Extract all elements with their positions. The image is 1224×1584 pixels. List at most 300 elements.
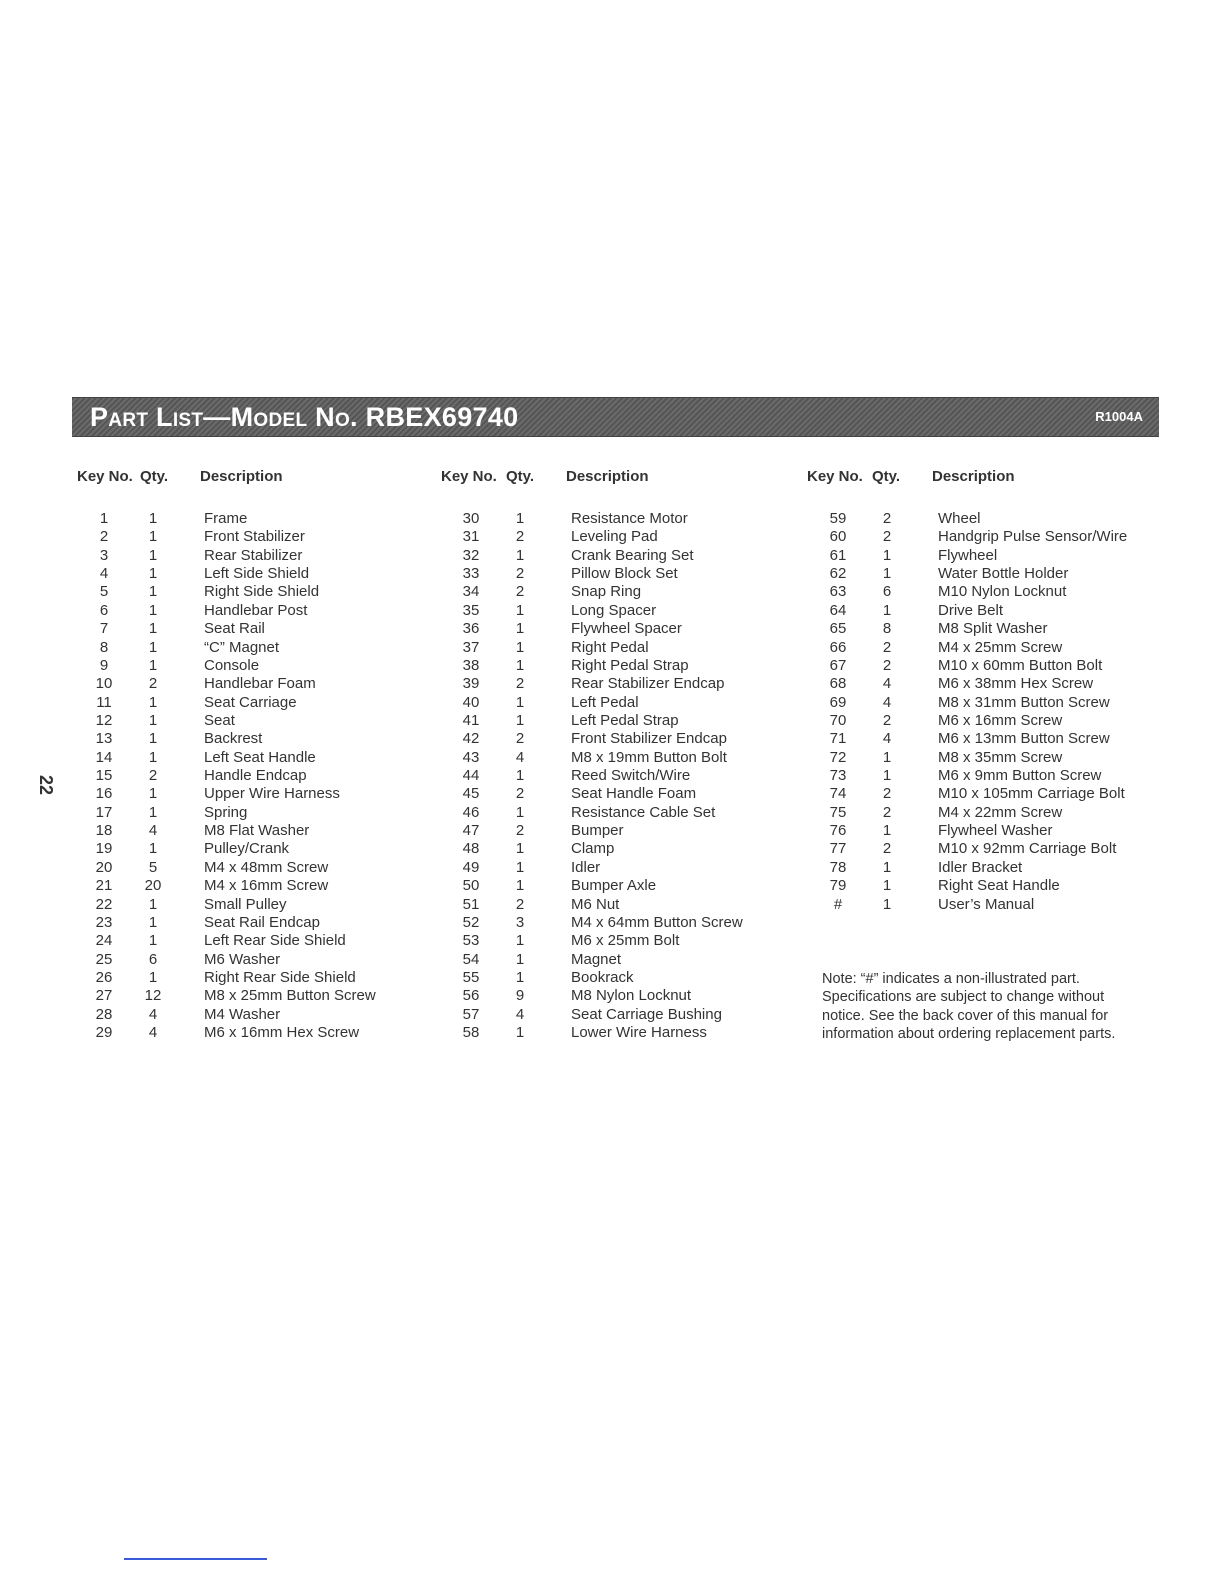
part-key-no: 2	[99, 528, 109, 546]
part-description: Left Pedal Strap	[571, 711, 679, 729]
part-key-no: 32	[462, 546, 480, 564]
part-key-no: 27	[95, 987, 113, 1005]
table-row	[816, 896, 1127, 914]
part-qty: 1	[148, 601, 158, 619]
part-qty: 1	[148, 748, 158, 766]
table-row	[449, 657, 743, 675]
table-row	[82, 804, 376, 822]
header-key-no-3: Key No.	[807, 468, 863, 485]
part-qty: 2	[882, 656, 892, 674]
part-qty: 2	[882, 528, 892, 546]
part-description: Right Pedal Strap	[571, 656, 689, 674]
table-row	[449, 1006, 743, 1024]
part-key-no: 28	[95, 1005, 113, 1023]
part-qty: 4	[882, 730, 892, 748]
table-row	[82, 565, 376, 583]
part-key-no: 45	[462, 785, 480, 803]
header-description-2: Description	[566, 468, 649, 485]
part-key-no: 67	[829, 656, 847, 674]
part-description: Seat Carriage	[204, 693, 297, 711]
part-key-no: 35	[462, 601, 480, 619]
table-row	[82, 583, 376, 601]
part-description: Magnet	[571, 950, 622, 968]
table-row	[449, 785, 743, 803]
part-description: Left Rear Side Shield	[204, 932, 346, 950]
table-row	[82, 657, 376, 675]
part-key-no: 71	[829, 730, 847, 748]
parts-column-3	[816, 510, 1127, 914]
part-key-no: 63	[829, 583, 847, 601]
part-description: Wheel	[938, 510, 981, 527]
part-key-no: 4	[99, 565, 109, 583]
table-row	[449, 620, 743, 638]
part-qty: 1	[515, 1024, 525, 1042]
table-row	[82, 620, 376, 638]
part-description: M8 Split Washer	[938, 620, 1048, 638]
part-key-no: 6	[99, 601, 109, 619]
part-key-no: 50	[462, 877, 480, 895]
part-qty: 1	[148, 968, 158, 986]
part-description: M6 x 9mm Button Screw	[938, 767, 1102, 785]
note-block	[822, 970, 1152, 1043]
part-qty: 4	[148, 822, 158, 840]
part-description: Seat Rail Endcap	[204, 913, 320, 931]
part-description: Long Spacer	[571, 601, 657, 619]
part-qty: 1	[515, 546, 525, 564]
part-description: M10 Nylon Locknut	[938, 583, 1067, 601]
part-description: M4 x 64mm Button Screw	[571, 913, 743, 931]
part-description: Front Stabilizer	[204, 528, 305, 546]
part-key-no: 22	[95, 895, 113, 913]
part-key-no: 55	[462, 968, 480, 986]
table-row	[816, 657, 1127, 675]
table-row	[449, 896, 743, 914]
part-qty: 1	[515, 767, 525, 785]
part-key-no: 3	[99, 546, 109, 564]
part-key-no: 78	[829, 858, 847, 876]
part-description: M8 Flat Washer	[204, 822, 310, 840]
table-row	[816, 639, 1127, 657]
part-qty: 4	[882, 675, 892, 693]
part-key-no: 21	[95, 877, 113, 895]
part-description: Seat Handle Foam	[571, 785, 697, 803]
part-qty: 1	[148, 528, 158, 546]
part-qty: 1	[882, 822, 892, 840]
part-description: M10 x 105mm Carriage Bolt	[938, 785, 1125, 803]
part-key-no: 16	[95, 785, 113, 803]
part-key-no: 39	[462, 675, 480, 693]
part-key-no: 12	[95, 711, 113, 729]
part-qty: 1	[882, 748, 892, 766]
part-qty: 1	[148, 510, 158, 527]
table-row	[82, 785, 376, 803]
part-description: Right Rear Side Shield	[204, 968, 356, 986]
part-key-no: 14	[95, 748, 113, 766]
table-row	[82, 1006, 376, 1024]
part-key-no: 43	[462, 748, 480, 766]
table-row	[449, 1024, 743, 1042]
part-qty: 2	[515, 822, 525, 840]
part-description: M6 Washer	[204, 950, 281, 968]
part-description: Pillow Block Set	[571, 565, 678, 583]
part-description: Left Pedal	[571, 693, 639, 711]
part-key-no: 38	[462, 656, 480, 674]
part-qty: 9	[515, 987, 525, 1005]
part-description: Left Seat Handle	[204, 748, 316, 766]
part-description: Bookrack	[571, 968, 634, 986]
table-row	[449, 694, 743, 712]
part-key-no: 37	[462, 638, 480, 656]
header-key-no-1: Key No.	[77, 468, 133, 485]
part-description: Right Pedal	[571, 638, 649, 656]
table-row	[449, 547, 743, 565]
table-row	[816, 602, 1127, 620]
part-qty: 1	[882, 546, 892, 564]
part-description: Crank Bearing Set	[571, 546, 694, 564]
part-key-no: 68	[829, 675, 847, 693]
table-row	[449, 840, 743, 858]
part-qty: 1	[148, 913, 158, 931]
table-row	[816, 712, 1127, 730]
part-description: M8 Nylon Locknut	[571, 987, 692, 1005]
part-key-no: 33	[462, 565, 480, 583]
part-key-no: 70	[829, 711, 847, 729]
part-qty: 1	[148, 730, 158, 748]
part-description: M10 x 60mm Button Bolt	[938, 656, 1103, 674]
table-row	[449, 822, 743, 840]
part-description: Upper Wire Harness	[204, 785, 340, 803]
part-description: Seat Rail	[204, 620, 265, 638]
part-description: Drive Belt	[938, 601, 1004, 619]
table-row	[449, 749, 743, 767]
part-description: M4 x 48mm Screw	[204, 858, 329, 876]
part-description: Clamp	[571, 840, 615, 858]
bottom-rule	[124, 1558, 267, 1560]
part-key-no: 19	[95, 840, 113, 858]
part-description: M6 x 38mm Hex Screw	[938, 675, 1094, 693]
header-qty-3: Qty.	[872, 468, 901, 485]
part-description: M6 x 16mm Hex Screw	[204, 1024, 360, 1042]
part-description: Resistance Motor	[571, 510, 688, 527]
part-qty: 1	[515, 840, 525, 858]
part-qty: 3	[515, 913, 525, 931]
part-description: Left Side Shield	[204, 565, 310, 583]
table-row	[82, 1024, 376, 1042]
part-key-no: 51	[462, 895, 480, 913]
part-qty: 4	[148, 1024, 158, 1042]
table-row	[449, 528, 743, 546]
table-row	[82, 712, 376, 730]
part-description: Resistance Cable Set	[571, 803, 716, 821]
table-row	[816, 675, 1127, 693]
part-key-no: 34	[462, 583, 480, 601]
part-description: M4 x 25mm Screw	[938, 638, 1063, 656]
page-title: Part List—Model No. RBEX69740	[90, 402, 519, 432]
part-qty: 1	[148, 932, 158, 950]
table-row	[82, 730, 376, 748]
table-row	[816, 859, 1127, 877]
part-qty: 1	[515, 510, 525, 527]
table-row	[82, 749, 376, 767]
part-qty: 1	[148, 711, 158, 729]
table-row	[82, 767, 376, 785]
part-description: Frame	[204, 510, 248, 527]
part-description: Handgrip Pulse Sensor/Wire	[938, 528, 1128, 546]
part-qty: 2	[515, 785, 525, 803]
part-key-no: 8	[99, 638, 109, 656]
header-description-1: Description	[200, 468, 283, 485]
part-description: Spring	[204, 803, 248, 821]
header-qty-2: Qty.	[506, 468, 535, 485]
part-qty: 1	[148, 565, 158, 583]
part-key-no: 9	[99, 656, 109, 674]
part-description: M8 x 19mm Button Bolt	[571, 748, 727, 766]
part-description: “C” Magnet	[204, 638, 280, 656]
table-row	[82, 877, 376, 895]
part-qty: 2	[882, 510, 892, 527]
table-row	[82, 987, 376, 1005]
table-row	[82, 639, 376, 657]
part-key-no: 66	[829, 638, 847, 656]
part-key-no: 64	[829, 601, 847, 619]
part-qty: 1	[882, 877, 892, 895]
table-row	[449, 602, 743, 620]
part-key-no: 17	[95, 803, 113, 821]
note-line: information about ordering replacement parts.	[822, 1025, 1116, 1042]
part-key-no: 31	[462, 528, 480, 546]
part-qty: 1	[515, 711, 525, 729]
part-qty: 2	[148, 767, 158, 785]
part-key-no: 36	[462, 620, 480, 638]
part-key-no: 74	[829, 785, 847, 803]
part-description: Bumper	[571, 822, 624, 840]
part-description: Backrest	[204, 730, 263, 748]
document-code: R1004A	[1095, 409, 1143, 424]
part-qty: 1	[148, 638, 158, 656]
part-qty: 1	[515, 620, 525, 638]
header-qty-1: Qty.	[140, 468, 169, 485]
part-key-no: 72	[829, 748, 847, 766]
part-description: Flywheel Spacer	[571, 620, 682, 638]
part-key-no: 47	[462, 822, 480, 840]
part-description: Bumper Axle	[571, 877, 657, 895]
table-row	[816, 565, 1127, 583]
part-key-no: 41	[462, 711, 480, 729]
part-key-no: 20	[95, 858, 113, 876]
part-description: M8 x 31mm Button Screw	[938, 693, 1110, 711]
part-qty: 1	[515, 638, 525, 656]
part-qty: 1	[882, 767, 892, 785]
part-key-no: 7	[99, 620, 109, 638]
part-key-no: 11	[96, 693, 112, 711]
part-key-no: 57	[462, 1005, 480, 1023]
table-row	[82, 896, 376, 914]
table-row	[816, 767, 1127, 785]
part-key-no: 79	[829, 877, 847, 895]
part-description: M4 x 22mm Screw	[938, 803, 1063, 821]
part-key-no: 26	[95, 968, 113, 986]
part-key-no: 46	[462, 803, 480, 821]
part-key-no: 15	[95, 767, 113, 785]
part-list-banner	[72, 397, 1159, 437]
part-description: M8 x 35mm Screw	[938, 748, 1063, 766]
part-qty: 2	[515, 528, 525, 546]
part-qty: 2	[515, 675, 525, 693]
part-qty: 6	[148, 950, 158, 968]
part-description: M6 x 13mm Button Screw	[938, 730, 1110, 748]
part-description: Handle Endcap	[204, 767, 307, 785]
table-row	[449, 969, 743, 987]
part-qty: 6	[882, 583, 892, 601]
table-row	[816, 804, 1127, 822]
part-key-no: 77	[829, 840, 847, 858]
table-row	[82, 914, 376, 932]
table-row	[816, 510, 1127, 528]
table-row	[82, 547, 376, 565]
page-number: 22	[36, 774, 56, 796]
part-description: Right Side Shield	[204, 583, 320, 601]
table-row	[449, 951, 743, 969]
part-key-no: 18	[95, 822, 113, 840]
table-row	[449, 583, 743, 601]
part-key-no: 52	[462, 913, 480, 931]
part-qty: 20	[144, 877, 162, 895]
part-qty: 4	[515, 748, 525, 766]
part-description: Flywheel	[938, 546, 998, 564]
part-qty: 2	[882, 840, 892, 858]
part-qty: 1	[882, 565, 892, 583]
table-row	[816, 785, 1127, 803]
header-key-no-2: Key No.	[441, 468, 497, 485]
part-qty: 1	[515, 656, 525, 674]
table-row	[816, 620, 1127, 638]
part-description: Console	[204, 656, 260, 674]
part-qty: 1	[148, 693, 158, 711]
part-qty: 2	[882, 711, 892, 729]
header-description-3: Description	[932, 468, 1015, 485]
part-description: M6 x 16mm Screw	[938, 711, 1063, 729]
part-key-no: 59	[829, 510, 847, 527]
table-row	[82, 822, 376, 840]
part-qty: 1	[148, 840, 158, 858]
part-description: Rear Stabilizer Endcap	[571, 675, 725, 693]
part-key-no: 62	[829, 565, 847, 583]
table-row	[449, 510, 743, 528]
part-qty: 1	[515, 858, 525, 876]
table-row	[449, 712, 743, 730]
part-description: M4 Washer	[204, 1005, 281, 1023]
table-row	[82, 951, 376, 969]
part-key-no: 42	[462, 730, 480, 748]
part-key-no: 73	[829, 767, 847, 785]
part-qty: 1	[148, 656, 158, 674]
part-key-no: 61	[829, 546, 847, 564]
part-key-no: 23	[95, 913, 113, 931]
part-description: M6 x 25mm Bolt	[571, 932, 680, 950]
table-row	[449, 914, 743, 932]
table-row	[449, 565, 743, 583]
table-row	[449, 730, 743, 748]
part-qty: 2	[882, 638, 892, 656]
part-description: Lower Wire Harness	[571, 1024, 707, 1042]
table-row	[449, 987, 743, 1005]
part-key-no: 10	[95, 675, 113, 693]
part-key-no: 56	[462, 987, 480, 1005]
note-line: notice. See the back cover of this manual for	[822, 1007, 1109, 1024]
part-qty: 2	[515, 583, 525, 601]
part-qty: 1	[148, 785, 158, 803]
part-description: Small Pulley	[204, 895, 287, 913]
part-description: Leveling Pad	[571, 528, 658, 546]
part-qty: 1	[515, 932, 525, 950]
table-row	[82, 510, 376, 528]
part-key-no: 44	[462, 767, 480, 785]
table-row	[816, 877, 1127, 895]
part-qty: 2	[148, 675, 158, 693]
table-row	[449, 767, 743, 785]
table-row	[82, 694, 376, 712]
part-description: Seat Carriage Bushing	[571, 1005, 722, 1023]
part-qty: 1	[882, 858, 892, 876]
part-qty: 1	[148, 895, 158, 913]
part-key-no: 29	[95, 1024, 113, 1042]
parts-column-1	[82, 510, 376, 1042]
part-description: Pulley/Crank	[204, 840, 290, 858]
parts-column-2	[449, 510, 743, 1042]
note-line: Note: “#” indicates a non-illustrated part.	[822, 971, 1080, 987]
part-key-no: 40	[462, 693, 480, 711]
part-qty: 2	[515, 730, 525, 748]
part-qty: 1	[148, 546, 158, 564]
part-description: M6 Nut	[571, 895, 620, 913]
part-key-no: 58	[462, 1024, 480, 1042]
part-qty: 1	[515, 693, 525, 711]
table-row	[816, 547, 1127, 565]
table-row	[82, 528, 376, 546]
part-key-no: 48	[462, 840, 480, 858]
table-row	[449, 804, 743, 822]
part-description: Front Stabilizer Endcap	[571, 730, 727, 748]
part-description: User’s Manual	[938, 895, 1035, 913]
part-qty: 1	[515, 950, 525, 968]
part-qty: 4	[148, 1005, 158, 1023]
part-qty: 4	[515, 1005, 525, 1023]
part-qty: 1	[515, 803, 525, 821]
table-row	[449, 932, 743, 950]
part-description: Right Seat Handle	[938, 877, 1060, 895]
part-qty: 2	[515, 565, 525, 583]
part-description: M10 x 92mm Carriage Bolt	[938, 840, 1117, 858]
part-description: Idler	[571, 858, 601, 876]
table-row	[816, 822, 1127, 840]
part-key-no: 76	[829, 822, 847, 840]
part-qty: 1	[148, 803, 158, 821]
part-qty: 1	[515, 968, 525, 986]
part-key-no: 13	[95, 730, 113, 748]
part-qty: 1	[148, 620, 158, 638]
part-description: Handlebar Foam	[204, 675, 316, 693]
part-key-no: 30	[462, 510, 480, 527]
part-qty: 1	[882, 895, 892, 913]
part-description: Seat	[204, 711, 235, 729]
part-key-no: 1	[99, 510, 109, 527]
part-key-no: 60	[829, 528, 847, 546]
part-key-no: #	[833, 895, 843, 913]
table-row	[82, 840, 376, 858]
table-row	[816, 583, 1127, 601]
table-row	[449, 859, 743, 877]
table-row	[816, 730, 1127, 748]
